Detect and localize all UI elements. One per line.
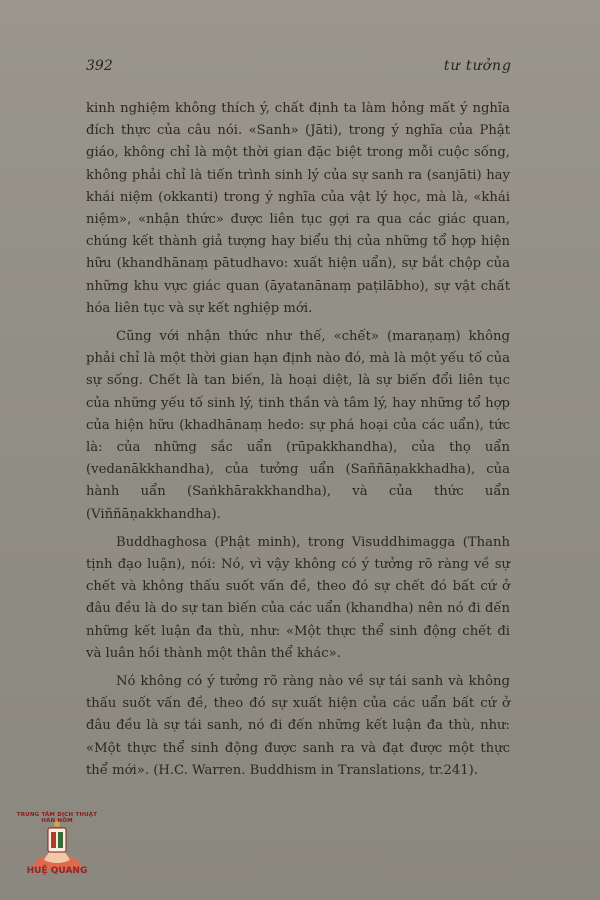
paragraph: Cũng với nhận thức như thế, «chết» (maraṇaṃ) không phải chỉ là một thời gian hạn định nào đó, mà là một yếu tố của sự sống. Chết là tan biến, là hoại diệt, là sự biến đổi liên tục của những yếu tố sinh lý, tinh thần và tâm lý, hay những tổ hợp của hiện hữu (khadhānaṃ hedo: sự phá hoại của các uẩn), tức là: của những sắc uẩn (rūpakkhandha), của thọ uẩn (vedanākkhandha), của tưởng uẩn (Saññāṇakkhadha), của hành uẩn (Saṅkhārakkhandha), và của thức uẩn (Viññāṇakkhandha). — [86, 329, 510, 522]
running-title: tư tưởng — [443, 58, 512, 74]
paragraph: kinh nghiệm không thích ý, chất định ta làm hỏng mất ý nghĩa đích thực của câu nói. «Sanh» (Jāti), trong ý nghĩa của Phật giáo, không chỉ là một thời gian đặc biệt trong mỗi cuộc sống, không phải chỉ là tiến trình sinh lý của sự sanh ra (sanjāti) hay khái niệm (okkanti) trong ý nghĩa của vật lý học, mà là, «khái niệm», «nhận thức» được liên tục gợi ra qua các giác quan, chúng kết thành giả tượng hay biểu thị của những tổ hợp hiện hữu (khandhānaṃ pātudhavo: xuất hiện uẩn), sự bắt chộp của những khu vực giác quan (āyatanānaṃ paṭilābho), sự vật chất hóa liên tục và sự kết nghiệp mới. — [86, 101, 510, 316]
page-number: 392 — [86, 58, 113, 74]
paragraph: Buddhaghosa (Phật minh), trong Visuddhimagga (Thanh tịnh đạo luận), nói: Nó, vì vậy không có ý tưởng rõ ràng về sự chết và không thấu suốt vấn đề, theo đó sự chết đó bất cứ ở đâu đều là do sự tan biến của các uẩn (khandha) nên nó đi đến những kết luận đa thù, như: «Một thực thể sinh động chết đi và luân hồi thành một thân thể khác». — [86, 534, 510, 661]
body-text — [86, 98, 510, 782]
page-header — [86, 58, 512, 82]
logo-caption-top: TRUNG TÂM DỊCH THUẬT HÁN NÔM — [16, 812, 98, 824]
hue-quang-logo — [14, 808, 100, 890]
paragraph: Nó không có ý tưởng rõ ràng nào về sự tái sanh và không thấu suốt vấn đề, theo đó sự xuất hiện của các uẩn bất cứ ở đâu đều là sự tái sanh, nó đi đến những kết luận đa thù, như: «Một thực thể sinh động được sanh ra và đạt được một thực thể mới». (H.C. Warren. Buddhism in Translations, tr.241). — [86, 674, 510, 778]
logo-caption-name: HUỆ QUANG — [26, 866, 88, 876]
